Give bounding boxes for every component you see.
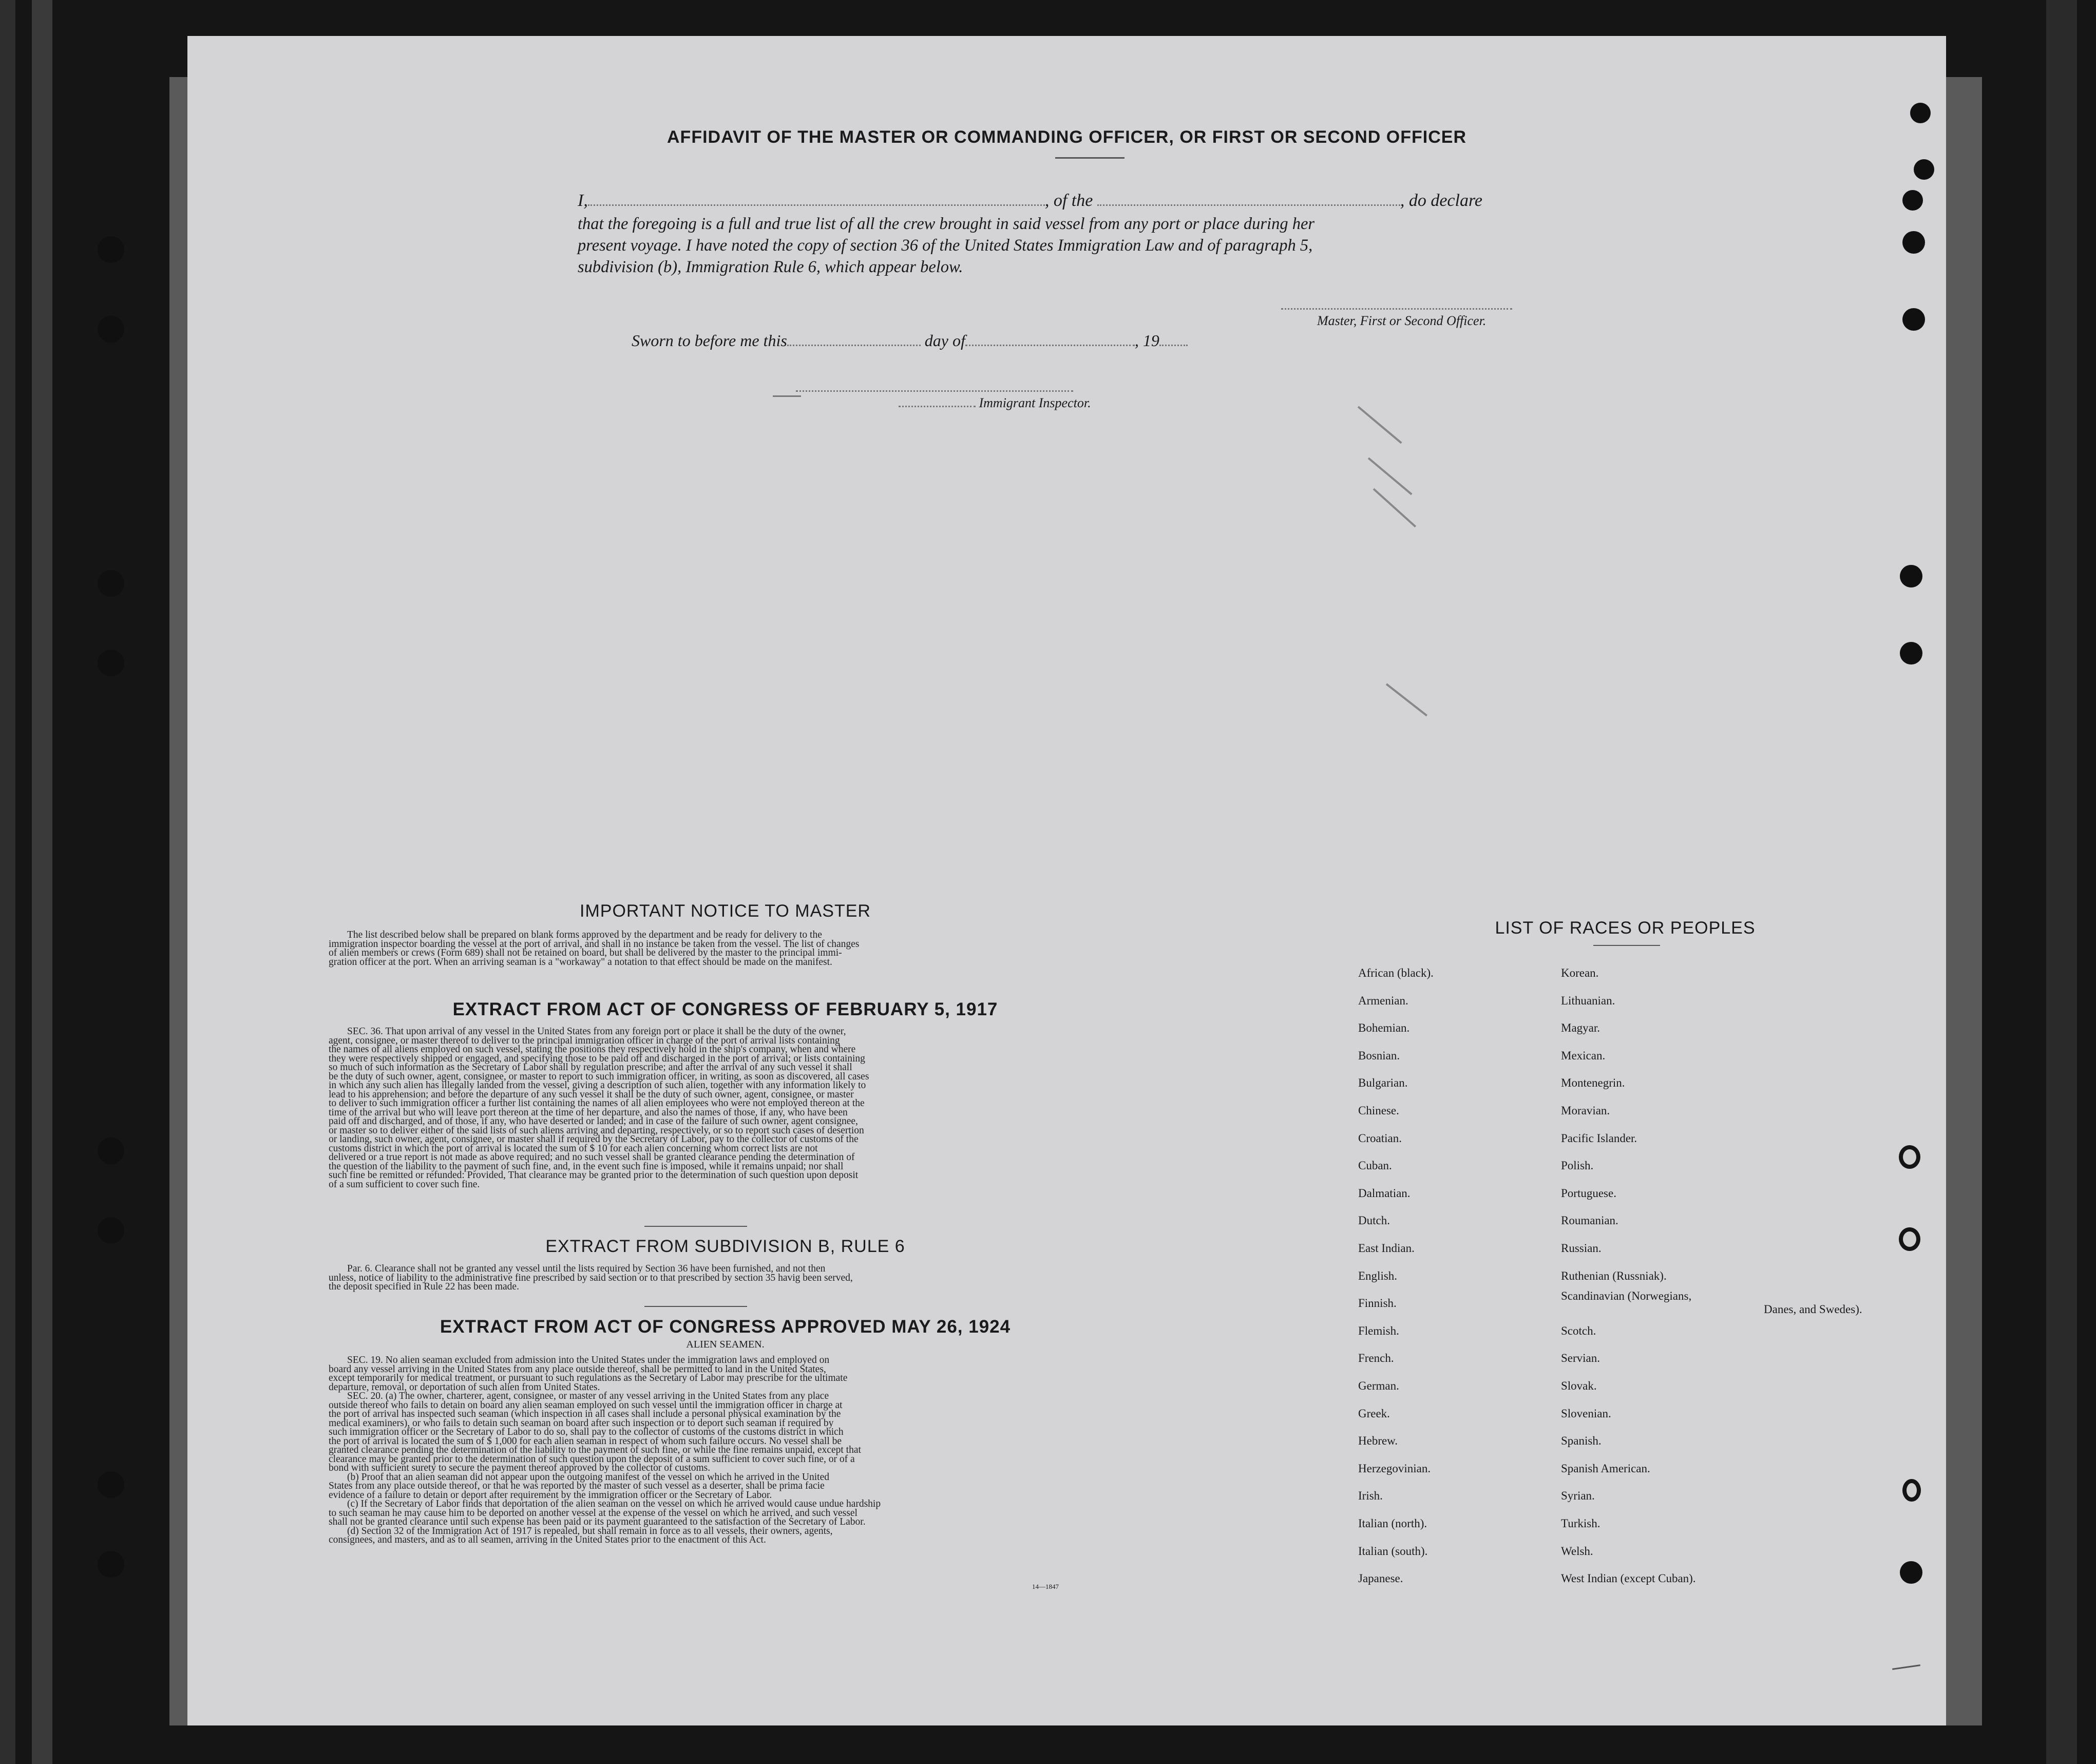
rule6-text: [329, 1264, 1227, 1292]
extract-1924-line: the port of arrival has inspected such seaman (which inspection in all cases shall include a personal physical examination by the: [329, 1409, 841, 1419]
inspector-line: [899, 395, 1091, 411]
sworn-line: [632, 331, 1188, 350]
of-the-label: , of the: [1044, 191, 1093, 210]
extract-1917-line: SEC. 36. That upon arrival of any vessel in the United States from any foreign port or place it shall be the duty of the owner,: [347, 1026, 846, 1037]
extract-1924-line: SEC. 20. (a) The owner, charterer, agent, consignee, or master of any vessel arriving in the United States from any place: [347, 1391, 829, 1401]
rule6-line: unless, notice of liability to the administrative fine prescribed by said section or to that prescribed by section 35 havig been served,: [329, 1272, 853, 1283]
notice-line: of alien members or crews (Form 689) shall not be retained on board, but shall be delivered by the master to the principal immi-: [329, 947, 842, 958]
sworn-day-field[interactable]: [787, 345, 921, 346]
sworn-month-field[interactable]: [965, 345, 1135, 346]
extract-1924-line: outside thereof who fails to detain on board any alien seaman employed on such vessel until the immigration officer in charge at: [329, 1399, 843, 1411]
race-item: Spanish American.: [1561, 1462, 1650, 1475]
scan-edge-right: [2046, 0, 2077, 1764]
extract-1924-line: board any vessel arriving in the United States from any place outside thereof, shall be permitted to land in the United States,: [329, 1363, 826, 1375]
race-item: Cuban.: [1358, 1159, 1392, 1172]
race-item: Moravian.: [1561, 1104, 1610, 1117]
race-item: Bosnian.: [1358, 1049, 1400, 1062]
binder-hole: [1899, 1145, 1920, 1169]
binder-hole: [1900, 565, 1922, 587]
binder-hole: [1902, 1479, 1921, 1502]
race-item: Slovenian.: [1561, 1407, 1611, 1420]
race-item: Italian (north).: [1358, 1517, 1427, 1530]
race-item: Welsh.: [1561, 1544, 1593, 1558]
notice-heading: IMPORTANT NOTICE TO MASTER: [580, 901, 871, 921]
extract-1917-heading: EXTRACT FROM ACT OF CONGRESS OF FEBRUARY 5, 1917: [452, 999, 998, 1019]
extract-1924-line: evidence of a failure to detain or deport after requirement by the immigration officer or the Secretary of Labor.: [329, 1489, 772, 1501]
rule6-line: Par. 6. Clearance shall not be granted any vessel until the lists required by Section 36 have been furnished, and not then: [347, 1263, 826, 1274]
binder-hole: [1899, 1227, 1920, 1251]
inspector-name-field[interactable]: [899, 406, 976, 407]
extract-1917-line: they were respectively shipped or engaged, and specifying those to be paid off and discharged in the port of arrival; or lists containing: [329, 1053, 865, 1064]
notice-text: [329, 931, 1227, 966]
extract-1917-line: so much of such information as the Secretary of Labor shall by regulation prescribe; and after the arrival of any such vessel it shall: [329, 1062, 852, 1073]
year-label: , 19: [1134, 331, 1159, 350]
extract-1924-heading: EXTRACT FROM ACT OF CONGRESS APPROVED MAY 26, 1924: [440, 1317, 1011, 1337]
extract-1917-line: agent, consignee, or master thereof to deliver to the principal immigration officer in charge of the port of arrival lists containing: [329, 1035, 840, 1046]
race-item: Montenegrin.: [1561, 1076, 1625, 1090]
name-field[interactable]: [588, 204, 1045, 206]
race-item: English.: [1358, 1269, 1398, 1282]
race-item: Korean.: [1561, 966, 1599, 979]
declaration-text-line: present voyage. I have noted the copy of section 36 of the United States Immigration Law and of paragraph 5,: [578, 236, 1313, 255]
do-declare-label: , do declare: [1400, 191, 1483, 210]
binder-hole: [98, 1551, 124, 1578]
binder-hole: [98, 1137, 124, 1164]
binder-hole: [98, 316, 124, 343]
extract-1917-line: delivered or a true report is not made as above required; and no such vessel shall be granted clearance pending the determination of: [329, 1152, 855, 1163]
day-of-label: day of: [924, 331, 965, 350]
extract-1917-line: lead to his apprehension; and before the departure of any such vessel it shall be the duty of such owner, agent, consignee, or master: [329, 1089, 854, 1100]
rule6-line: the deposit specified in Rule 22 has been made.: [329, 1281, 519, 1292]
race-item: Chinese.: [1358, 1104, 1399, 1117]
race-item: Armenian.: [1358, 994, 1408, 1007]
extract-1917-line: time of the arrival but who will leave port thereon at the time of her departure, and also the names of those, if any, who have been: [329, 1107, 848, 1118]
binder-hole: [98, 650, 124, 676]
extract-1917-line: in which any such alien has illegally landed from the vessel, giving a description of such alien, together with any information likely to: [329, 1080, 866, 1091]
binder-hole: [98, 1471, 124, 1498]
extract-1924-line: bond with sufficient surety to secure the payment thereof approved by the collector of customs.: [329, 1463, 711, 1473]
extract-1924-line: consignees, and masters, and as to all seamen, arriving in the United States prior to the enactment of this Act.: [329, 1534, 766, 1545]
extract-1917-line: to deliver to such immigration officer a further list containing the names of all alien employees who were not employed thereon at the: [329, 1098, 865, 1109]
extract-1917-line: or master so to deliver either of the said lists of such aliens arriving and departing, respectively, or so to report such cases of desertion: [329, 1125, 864, 1136]
master-signature-field[interactable]: [1281, 308, 1512, 310]
divider: [1593, 945, 1660, 946]
race-item: Spanish.: [1561, 1434, 1602, 1448]
race-item: Italian (south).: [1358, 1544, 1428, 1558]
extract-1924-line: the port of arrival is located the sum of $ 1,000 for each alien seaman in respect of whom such failure occurs. No vessel shall be: [329, 1435, 842, 1447]
pencil-mark: [1386, 683, 1427, 716]
binder-hole: [98, 236, 124, 263]
race-item: Bohemian.: [1358, 1021, 1410, 1035]
notice-line: gration officer at the port. When an arriving seaman is a "workaway" a notation to that effect should be made on the manifest.: [329, 956, 832, 968]
inspector-label: Immigrant Inspector.: [979, 395, 1091, 410]
race-item: Slovak.: [1561, 1379, 1597, 1392]
extract-1924-line: except temporarily for medical treatment, or pursuant to such regulations as the Secretary of Labor may prescribe for the ultimate: [329, 1373, 848, 1383]
race-item: Lithuanian.: [1561, 994, 1615, 1007]
extract-1924-text: [329, 1356, 1227, 1545]
race-item: Pacific Islander.: [1561, 1131, 1637, 1145]
binder-hole: [1910, 103, 1931, 123]
binder-hole: [1902, 231, 1925, 254]
notice-line: immigration inspector boarding the vessel at the port of arrival, and shall in no instance be taken from the vessel. The list of changes: [329, 938, 860, 950]
scan-edge-left: [0, 0, 15, 1764]
divider: [644, 1226, 747, 1227]
extract-1924-subheading: ALIEN SEAMEN.: [686, 1339, 765, 1350]
notice-line: The list described below shall be prepared on blank forms approved by the department and be ready for delivery to the: [347, 930, 822, 940]
extract-1917-line: customs district in which the port of arrival is located the sum of $ 10 for each alien concerning whom correct lists are not: [329, 1143, 818, 1154]
extract-1917-line: or landing, such owner, agent, consignee, or master shall if required by the Secretary of Labor, pay to the collector of customs of the: [329, 1134, 859, 1145]
race-item: West Indian (except Cuban).: [1561, 1572, 1696, 1585]
race-continuation: Danes, and Swedes).: [1764, 1303, 1862, 1316]
affidavit-heading: AFFIDAVIT OF THE MASTER OR COMMANDING OFFICER, OR FIRST OR SECOND OFFICER: [667, 127, 1466, 147]
extract-1924-line: (d) Section 32 of the Immigration Act of 1917 is repealed, but shall remain in force as to all vessels, their owners, agents,: [347, 1525, 833, 1537]
sworn-year-field[interactable]: [1159, 345, 1188, 346]
extract-1917-line: paid off and discharged, and of those, if any, who have deserted or landed; and in case of the failure of such owner, agent consignee,: [329, 1116, 858, 1127]
master-signature-label: Master, First or Second Officer.: [1317, 313, 1487, 328]
race-item: Finnish.: [1358, 1297, 1397, 1310]
pencil-mark: [1358, 406, 1402, 444]
extract-1924-line: SEC. 19. No alien seaman excluded from admission into the United States under the immigration laws and employed on: [347, 1355, 830, 1365]
race-item: Scotch.: [1561, 1324, 1596, 1337]
extract-1917-line: the question of the liability to the payment of such fine, and, in the event such fine is imposed, while it remains unpaid; nor shall: [329, 1161, 844, 1172]
extract-1924-line: (b) Proof that an alien seaman did not appear upon the outgoing manifest of the vessel on which he arrived in the United: [347, 1471, 829, 1483]
race-item: Irish.: [1358, 1489, 1383, 1503]
declaration-line: [578, 191, 1752, 211]
races-heading: LIST OF RACES OR PEOPLES: [1495, 918, 1756, 938]
extract-1917-line: of a sum sufficient to cover such fine.: [329, 1179, 480, 1190]
binder-hole: [1914, 159, 1934, 180]
inspector-signature-field[interactable]: [796, 390, 1073, 392]
race-item: Japanese.: [1358, 1572, 1403, 1585]
extract-1924-line: clearance may be granted prior to the determination of such question upon the deposit of a sum sufficient to cover such fine, or of a: [329, 1453, 855, 1465]
scan-edge-strip: [32, 0, 52, 1764]
extract-1924-line: medical examiners), or who fails to detain such seaman on board after such inspection or to deport such seaman if required by: [329, 1417, 834, 1429]
race-item: Dalmatian.: [1358, 1186, 1411, 1200]
declaration-text-line: subdivision (b), Immigration Rule 6, which appear below.: [578, 258, 963, 276]
binder-hole: [98, 1217, 124, 1244]
race-item: Servian.: [1561, 1352, 1600, 1365]
extract-1924-line: to such seaman he may cause him to be deported on another vessel at the expense of the vessel on which he arrived, and such vessel: [329, 1507, 858, 1519]
form-code: 14—1847: [1032, 1583, 1059, 1590]
vessel-field[interactable]: [1097, 204, 1400, 206]
race-item: Greek.: [1358, 1407, 1390, 1420]
race-item: Roumanian.: [1561, 1214, 1618, 1227]
extract-1917-line: the names of all aliens employed on such vessel, stating the positions they respectively hold in the ship's company, when and where: [329, 1044, 856, 1055]
race-item: Polish.: [1561, 1159, 1594, 1172]
race-item: Turkish.: [1561, 1517, 1600, 1530]
pencil-mark: [1892, 1664, 1920, 1670]
declaration-body: [578, 213, 1752, 278]
binder-hole: [1900, 642, 1922, 665]
race-item: Scandinavian (Norwegians,: [1561, 1289, 1692, 1303]
race-item: Russian.: [1561, 1242, 1602, 1255]
race-item: Croatian.: [1358, 1131, 1402, 1145]
race-item: Flemish.: [1358, 1324, 1399, 1337]
binder-hole: [98, 570, 124, 597]
extract-1924-line: departure, removal, or deportation of such alien from United States.: [329, 1381, 600, 1393]
race-item: Ruthenian (Russniak).: [1561, 1269, 1667, 1282]
divider: [644, 1306, 747, 1307]
race-item: Portuguese.: [1561, 1186, 1616, 1200]
race-item: Herzegovinian.: [1358, 1462, 1431, 1475]
extract-1917-line: be the duty of such owner, agent, consignee, or master to report to such immigration officer, in writing, as soon as discovered, all cases: [329, 1071, 869, 1082]
extract-1924-line: (c) If the Secretary of Labor finds that deportation of the alien seaman on the vessel on which he arrived would cause undue hardship: [347, 1499, 881, 1509]
sworn-label: Sworn to before me this: [632, 331, 787, 350]
binder-hole: [1902, 190, 1923, 211]
binder-hole: [1902, 308, 1925, 331]
race-item: Dutch.: [1358, 1214, 1390, 1227]
race-item: Syrian.: [1561, 1489, 1595, 1503]
race-item: Magyar.: [1561, 1021, 1600, 1035]
extract-1924-line: shall not be granted clearance until such expense has been paid or its payment guaranteed to the satisfaction of the Secretary of Labor.: [329, 1516, 866, 1527]
extract-1917-text: [329, 1027, 1227, 1189]
race-item: German.: [1358, 1379, 1399, 1392]
extract-1924-line: States from any place outside thereof, or that he was reported by the master of such vessel as a deserter, shall be prima facie: [329, 1481, 825, 1491]
extract-1924-line: such immigration officer or the Secretary of Labor to do so, shall pay to the collector of customs of the customs district in which: [329, 1427, 844, 1437]
document-page: [187, 36, 1946, 1725]
signature-stroke: [773, 395, 801, 397]
binder-hole: [1900, 1561, 1922, 1584]
race-item: East Indian.: [1358, 1242, 1415, 1255]
race-item: French.: [1358, 1352, 1394, 1365]
rule6-heading: EXTRACT FROM SUBDIVISION B, RULE 6: [545, 1237, 905, 1256]
extract-1917-line: such fine be remitted or refunded: Provided, That clearance may be granted prior to the determination of such question upon deposit: [329, 1170, 859, 1181]
extract-1924-line: granted clearance pending the determination of the liability to the payment of such fine, or while the fine remains unpaid, except that: [329, 1445, 861, 1455]
i-label: I,: [578, 191, 588, 210]
race-item: Mexican.: [1561, 1049, 1606, 1062]
race-item: Hebrew.: [1358, 1434, 1398, 1448]
race-item: African (black).: [1358, 966, 1434, 979]
divider: [1055, 157, 1125, 159]
declaration-text-line: that the foregoing is a full and true list of all the crew brought in said vessel from any port or place during her: [578, 215, 1315, 233]
race-item: Bulgarian.: [1358, 1076, 1408, 1090]
